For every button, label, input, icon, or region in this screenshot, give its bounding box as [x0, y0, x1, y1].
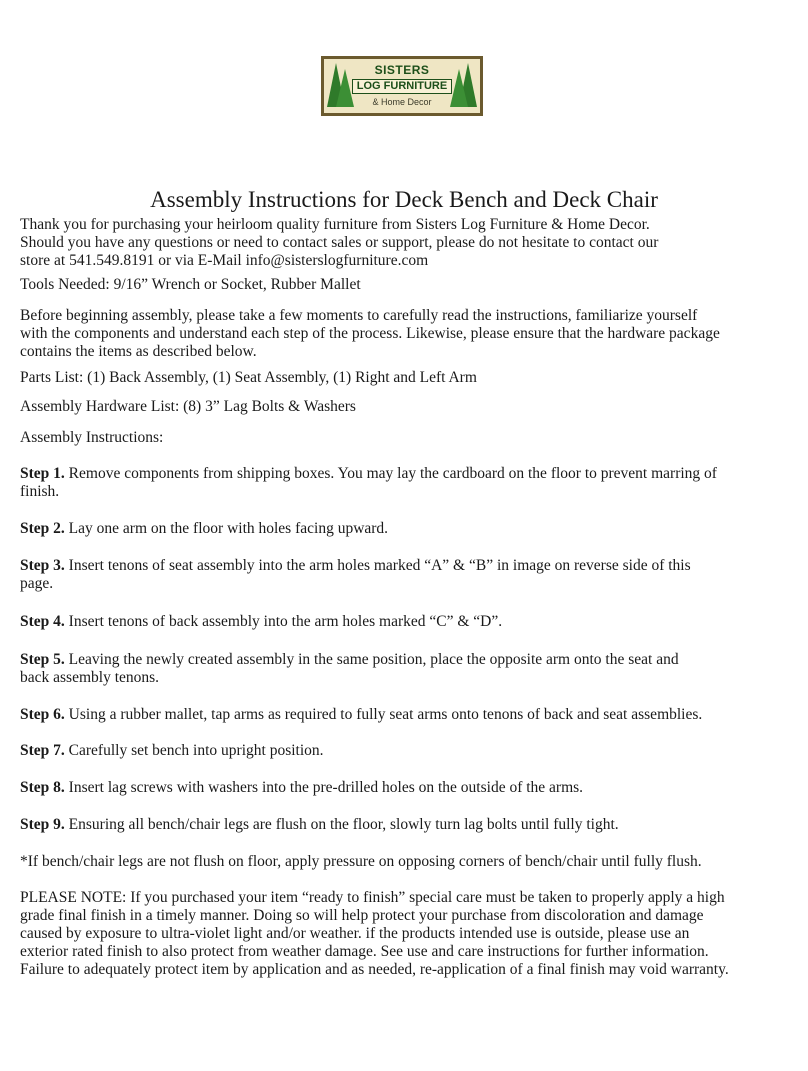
- note-line: Failure to adequately protect item by application and as needed, re-application of a final finish may void warranty.: [20, 961, 729, 978]
- step-text: Insert lag screws with washers into the pre-drilled holes on the outside of the arms.: [68, 779, 584, 796]
- pine-tree-icon: [450, 69, 468, 107]
- step-label: Step 7.: [20, 742, 65, 759]
- step-text: back assembly tenons.: [20, 669, 160, 686]
- logo-text-home-decor: & Home Decor: [372, 97, 432, 107]
- step-5: [20, 651, 790, 687]
- please-note-paragraph: [20, 889, 790, 979]
- tools-needed: Tools Needed: 9/16” Wrench or Socket, Rubber Mallet: [20, 276, 361, 293]
- step-9: [20, 816, 790, 834]
- step-text: Lay one arm on the floor with holes facing upward.: [68, 520, 389, 537]
- logo-text-sisters: SISTERS: [374, 63, 430, 77]
- hardware-list: Assembly Hardware List: (8) 3” Lag Bolts & Washers: [20, 398, 356, 415]
- step-label: Step 6.: [20, 706, 65, 723]
- step-text: finish.: [20, 483, 60, 500]
- step-label: Step 8.: [20, 779, 65, 796]
- before-beginning-paragraph: [20, 307, 790, 361]
- step-label: Step 2.: [20, 520, 65, 537]
- step-2: [20, 520, 790, 538]
- before-line: with the components and understand each step of the process. Likewise, please ensure that the hardware package: [20, 325, 720, 342]
- step-1: [20, 465, 790, 501]
- note-line: caused by exposure to ultra-violet light and/or weather. if the products intended use is outside, please use an: [20, 925, 690, 942]
- step-label: Step 3.: [20, 557, 65, 574]
- logo-text-log-furniture: LOG FURNITURE: [352, 79, 452, 94]
- before-line: contains the items as described below.: [20, 343, 257, 360]
- step-text: Using a rubber mallet, tap arms as required to fully seat arms onto tenons of back and seat assemblies.: [68, 706, 703, 723]
- step-label: Step 5.: [20, 651, 65, 668]
- footnote: *If bench/chair legs are not flush on floor, apply pressure on opposing corners of bench/chair until fully flush.: [20, 853, 702, 870]
- intro-line: store at 541.549.8191 or via E-Mail info@sisterslogfurniture.com: [20, 252, 429, 269]
- step-6: [20, 706, 790, 724]
- step-4: [20, 613, 790, 631]
- step-text: Insert tenons of back assembly into the arm holes marked “C” & “D”.: [68, 613, 503, 630]
- note-line: exterior rated finish to also protect from weather damage. See use and care instructions for further information.: [20, 943, 709, 960]
- step-3: [20, 557, 790, 593]
- step-label: Step 9.: [20, 816, 65, 833]
- step-text: Ensuring all bench/chair legs are flush on the floor, slowly turn lag bolts until fully tight.: [68, 816, 619, 833]
- step-text: page.: [20, 575, 54, 592]
- step-label: Step 4.: [20, 613, 65, 630]
- note-line: grade final finish in a timely manner. Doing so will help protect your purchase from discoloration and damage: [20, 907, 704, 924]
- intro-line: Thank you for purchasing your heirloom quality furniture from Sisters Log Furniture & Home Decor.: [20, 216, 650, 233]
- step-text: Carefully set bench into upright position.: [68, 742, 324, 759]
- intro-line: Should you have any questions or need to contact sales or support, please do not hesitate to contact our: [20, 234, 659, 251]
- step-text: Insert tenons of seat assembly into the arm holes marked “A” & “B” in image on reverse side of this: [68, 557, 691, 574]
- parts-list: Parts List: (1) Back Assembly, (1) Seat Assembly, (1) Right and Left Arm: [20, 369, 477, 386]
- note-line: PLEASE NOTE: If you purchased your item “ready to finish” special care must be taken to properly apply a high: [20, 889, 725, 906]
- step-8: [20, 779, 790, 797]
- page-title: Assembly Instructions for Deck Bench and Deck Chair: [150, 187, 658, 212]
- intro-paragraph: [20, 216, 790, 270]
- before-line: Before beginning assembly, please take a few moments to carefully read the instructions, familiarize yourself: [20, 307, 698, 324]
- step-7: [20, 742, 790, 760]
- step-text: Leaving the newly created assembly in the same position, place the opposite arm onto the seat and: [68, 651, 679, 668]
- company-logo: [321, 56, 483, 116]
- assembly-heading: Assembly Instructions:: [20, 429, 164, 446]
- step-text: Remove components from shipping boxes. You may lay the cardboard on the floor to prevent marring of: [68, 465, 717, 482]
- step-label: Step 1.: [20, 465, 65, 482]
